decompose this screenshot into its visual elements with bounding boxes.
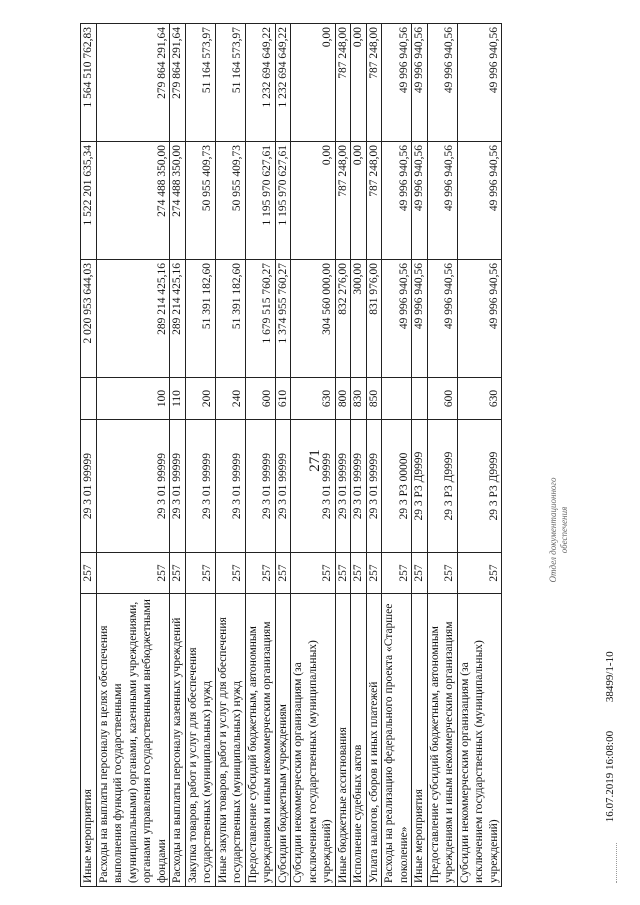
- cell-v1: 49 996 940,56: [382, 260, 412, 378]
- cell-v3: 51 164 573,97: [185, 24, 215, 142]
- cell-name: Иные закупки товаров, работ и услуг для обеспечения государственных (муниципальных) нужд: [215, 594, 245, 887]
- cell-v2: 49 996 940,56: [457, 142, 502, 260]
- cell-name: Иные бюджетные ассигнования: [335, 594, 351, 887]
- cell-kvr: 600: [427, 378, 457, 420]
- cell-name: Иные мероприятия: [81, 594, 97, 887]
- cell-kcsr: 29 3 P3 00000: [382, 420, 412, 553]
- cell-v1: 49 996 940,56: [427, 260, 457, 378]
- cell-kvr: 850: [366, 378, 382, 420]
- cell-v1: 289 214 425,16: [96, 260, 170, 378]
- cell-v2: 49 996 940,56: [412, 142, 428, 260]
- cell-kcsr: 29 3 P3 Д9999: [412, 420, 428, 553]
- cell-v1: 49 996 940,56: [412, 260, 428, 378]
- cell-v3: 49 996 940,56: [457, 24, 502, 142]
- cell-kcsr: 29 3 01 99999: [275, 420, 291, 553]
- scan-mark: [604, 843, 617, 883]
- cell-v2: 50 955 409,73: [215, 142, 245, 260]
- cell-kvr: 100: [96, 378, 170, 420]
- cell-code: 257: [351, 553, 367, 594]
- cell-name: Предоставление субсидий бюджетным, автономным учреждениям и иным некоммерческим организациям: [427, 594, 457, 887]
- cell-kcsr: 29 3 01 99999: [291, 420, 336, 553]
- cell-kcsr: 29 3 01 99999: [96, 420, 170, 553]
- cell-code: 257: [96, 553, 170, 594]
- cell-v3: 51 164 573,97: [215, 24, 245, 142]
- footer-doc-code: 38499/1-10: [604, 651, 617, 703]
- cell-code: 257: [170, 553, 186, 594]
- cell-code: 257: [457, 553, 502, 594]
- cell-kcsr: 29 3 01 99999: [170, 420, 186, 553]
- cell-kvr: 200: [185, 378, 215, 420]
- cell-v1: 51 391 182,60: [215, 260, 245, 378]
- cell-kvr: 800: [335, 378, 351, 420]
- table-row: [335, 24, 351, 887]
- cell-v1: 289 214 425,16: [170, 260, 186, 378]
- cell-v2: 49 996 940,56: [427, 142, 457, 260]
- cell-name: Субсидии бюджетным учреждениям: [275, 594, 291, 887]
- cell-name: Предоставление субсидий бюджетным, автономным учреждениям и иным некоммерческим организациям: [245, 594, 275, 887]
- cell-name: Субсидии некоммерческим организациям (за исключением государственных (муниципальных) учреждений): [457, 594, 502, 887]
- cell-code: 257: [382, 553, 412, 594]
- cell-v3: 1 232 694 649,22: [275, 24, 291, 142]
- cell-code: 257: [245, 553, 275, 594]
- cell-v1: 1 679 515 760,27: [245, 260, 275, 378]
- cell-v3: 49 996 940,56: [412, 24, 428, 142]
- cell-v3: 0,00: [351, 24, 367, 142]
- cell-v1: 304 560 000,00: [291, 260, 336, 378]
- page-footer: [604, 651, 617, 883]
- department-stamp: Отдел документационного обеспечения: [548, 477, 569, 583]
- cell-v1: 51 391 182,60: [185, 260, 215, 378]
- cell-code: 257: [335, 553, 351, 594]
- cell-code: 257: [81, 553, 97, 594]
- cell-v3: 49 996 940,56: [382, 24, 412, 142]
- cell-v2: 274 488 350,00: [170, 142, 186, 260]
- cell-name: Субсидии некоммерческим организациям (за исключением государственных (муниципальных) учреждений): [291, 594, 336, 887]
- cell-name: Расходы на выплаты персоналу казенных учреждений: [170, 594, 186, 887]
- page-number: 271: [306, 449, 323, 472]
- cell-kvr: 240: [215, 378, 245, 420]
- table-row: [427, 24, 457, 887]
- table-row: [215, 24, 245, 887]
- cell-kvr: 610: [275, 378, 291, 420]
- table-row: [245, 24, 275, 887]
- cell-kcsr: 29 3 01 99999: [81, 420, 97, 553]
- cell-name: Иные мероприятия: [412, 594, 428, 887]
- table-row: [291, 24, 336, 887]
- cell-kcsr: 29 3 01 99999: [215, 420, 245, 553]
- table-row: [275, 24, 291, 887]
- cell-kcsr: 29 3 01 99999: [366, 420, 382, 553]
- table-row: [185, 24, 215, 887]
- cell-v1: 300,00: [351, 260, 367, 378]
- cell-v1: 832 276,00: [335, 260, 351, 378]
- cell-v3: 787 248,00: [335, 24, 351, 142]
- cell-v2: 49 996 940,56: [382, 142, 412, 260]
- cell-kcsr: 29 3 P3 Д9999: [457, 420, 502, 553]
- cell-v3: 0,00: [291, 24, 336, 142]
- cell-kvr: 110: [170, 378, 186, 420]
- table-row: [170, 24, 186, 887]
- table-row: [366, 24, 382, 887]
- cell-v3: 787 248,00: [366, 24, 382, 142]
- budget-table: [80, 23, 502, 887]
- cell-kvr: 630: [457, 378, 502, 420]
- cell-v2: 274 488 350,00: [96, 142, 170, 260]
- cell-kvr: [412, 378, 428, 420]
- cell-v2: 50 955 409,73: [185, 142, 215, 260]
- cell-name: Расходы на выплаты персоналу в целях обеспечения выполнения функций государственными (муниципальными) органами, казенными учреждениями, органами управления государственными внебюджетными фондами: [96, 594, 170, 887]
- table-row: [412, 24, 428, 887]
- cell-v1: 831 976,00: [366, 260, 382, 378]
- cell-v1: 2 020 953 644,03: [81, 260, 97, 378]
- cell-v2: 1 195 970 627,61: [275, 142, 291, 260]
- cell-name: Закупка товаров, работ и услуг для обеспечения государственных (муниципальных) нужд: [185, 594, 215, 887]
- table-row: [96, 24, 170, 887]
- cell-code: 257: [291, 553, 336, 594]
- cell-name: Уплата налогов, сборов и иных платежей: [366, 594, 382, 887]
- cell-name: Расходы на реализацию федерального проекта «Старшее поколение»: [382, 594, 412, 887]
- cell-name: Исполнение судебных актов: [351, 594, 367, 887]
- cell-v2: 787 248,00: [366, 142, 382, 260]
- cell-v2: 0,00: [291, 142, 336, 260]
- cell-v3: 279 864 291,64: [170, 24, 186, 142]
- cell-code: 257: [275, 553, 291, 594]
- footer-datetime: 16.07.2019 16:08:00: [604, 730, 617, 823]
- cell-code: 257: [412, 553, 428, 594]
- cell-kvr: 600: [245, 378, 275, 420]
- cell-v3: 1 232 694 649,22: [245, 24, 275, 142]
- table-row: [81, 24, 97, 887]
- cell-code: 257: [427, 553, 457, 594]
- cell-kcsr: 29 3 01 99999: [351, 420, 367, 553]
- cell-kcsr: 29 3 01 99999: [245, 420, 275, 553]
- cell-v3: 279 864 291,64: [96, 24, 170, 142]
- cell-kvr: 830: [351, 378, 367, 420]
- cell-code: 257: [215, 553, 245, 594]
- cell-v1: 49 996 940,56: [457, 260, 502, 378]
- cell-kvr: 630: [291, 378, 336, 420]
- table-row: [382, 24, 412, 887]
- cell-v3: 1 564 510 762,83: [81, 24, 97, 142]
- cell-kcsr: 29 3 P3 Д9999: [427, 420, 457, 553]
- cell-v1: 1 374 955 760,27: [275, 260, 291, 378]
- cell-v2: 0,00: [351, 142, 367, 260]
- cell-kcsr: 29 3 01 99999: [185, 420, 215, 553]
- cell-kcsr: 29 3 01 99999: [335, 420, 351, 553]
- cell-kvr: [382, 378, 412, 420]
- table-row: [351, 24, 367, 887]
- table-row: [457, 24, 502, 887]
- cell-v2: 1 522 201 635,34: [81, 142, 97, 260]
- cell-code: 257: [185, 553, 215, 594]
- cell-kvr: [81, 378, 97, 420]
- cell-v3: 49 996 940,56: [427, 24, 457, 142]
- cell-v2: 1 195 970 627,61: [245, 142, 275, 260]
- cell-v2: 787 248,00: [335, 142, 351, 260]
- cell-code: 257: [366, 553, 382, 594]
